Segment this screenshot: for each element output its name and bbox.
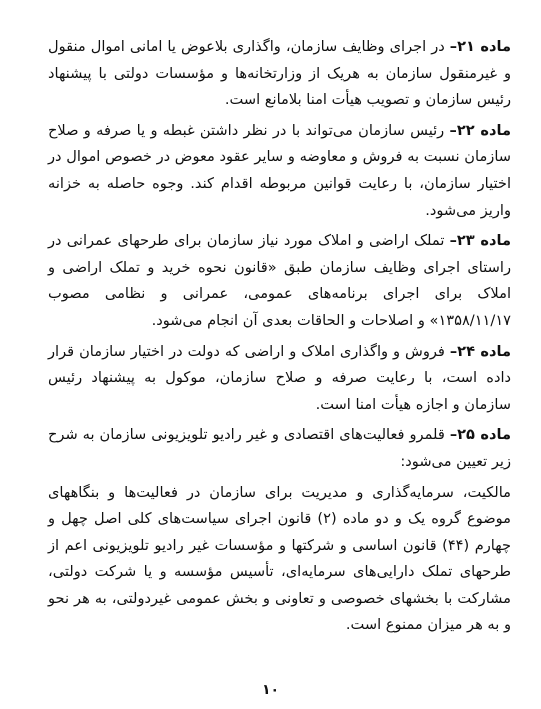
article-heading: ماده ۲۲– (449, 121, 512, 139)
article-body: قلمرو فعالیت‌های اقتصادی و غیر رادیو تلویزیونی سازمان به شرح زیر تعیین می‌شود: (48, 426, 511, 470)
article-heading: ماده ۲۴– (449, 342, 511, 360)
body-text (48, 34, 511, 643)
article-heading: ماده ۲۱– (449, 38, 512, 55)
article-heading: ماده ۲۵– (449, 426, 511, 444)
page-number: ۱۰ (261, 682, 280, 698)
article-23 (48, 228, 511, 334)
article-22 (48, 118, 511, 224)
article-body: فروش و واگذاری املاک و اراضی که دولت در اختیار سازمان قرار داده است، با رعایت صرفه و صلاح سازمان، موکول به پیشنهاد رئیس سازمان و اجازه هیأت امنا است. (48, 342, 511, 413)
article-body: در اجرای وظایف سازمان، واگذاری بلاعوض یا امانی اموال منقول و غیرمنقول سازمان به هریک از وزارتخانه‌ها و مؤسسات دولتی با پیشنهاد رئیس سازمان و تصویب هیأت امنا بلامانع است. (48, 38, 511, 109)
article-24 (48, 339, 511, 419)
article-heading: ماده ۲۳– (449, 232, 511, 250)
closing-paragraph: مالکیت، سرمایه‌گذاری و مدیریت برای سازمان در فعالیت‌ها و بنگاههای موضوع گروه یک و دو ماده (۲) قانون اجرای سیاست‌های کلی اصل چهل و چهارم (۴۴) قانون اساسی و شرکتها و مؤسسات غیر رادیو تلویزیونی اعم از طرحهای تملک دارایی‌های سرمایه‌ای، تأسیس مؤسسه و یا شرکت دولتی، مشارکت با بخشهای خصوصی و تعاونی و بخش عمومی غیردولتی، به هر نحو و به هر میزان ممنوع است. (48, 483, 511, 634)
article-body: تملک اراضی و املاک مورد نیاز سازمان برای طرحهای عمرانی در راستای اجرای وظایف سازمان طبق «قانون نحوه خرید و تملک اراضی و املاک برای اجرای برنامه‌های عمومی، عمرانی و نظامی مصوب ۱۳۵۸/۱۱/۱۷» و اصلاحات و الحاقات بعدی آن انجام می‌شود. (48, 232, 511, 329)
article-25 (48, 422, 511, 475)
article-body: رئیس سازمان می‌تواند با در نظر داشتن غبطه و یا صرفه و صلاح سازمان نسبت به فروش و معاوضه و سایر عقود معوض در خصوص اموال در اختیار سازمان، با رعایت قوانین مربوطه اقدام کند. وجوه حاصله به خزانه واریز می‌شود. (48, 121, 511, 219)
article-21 (48, 34, 511, 114)
